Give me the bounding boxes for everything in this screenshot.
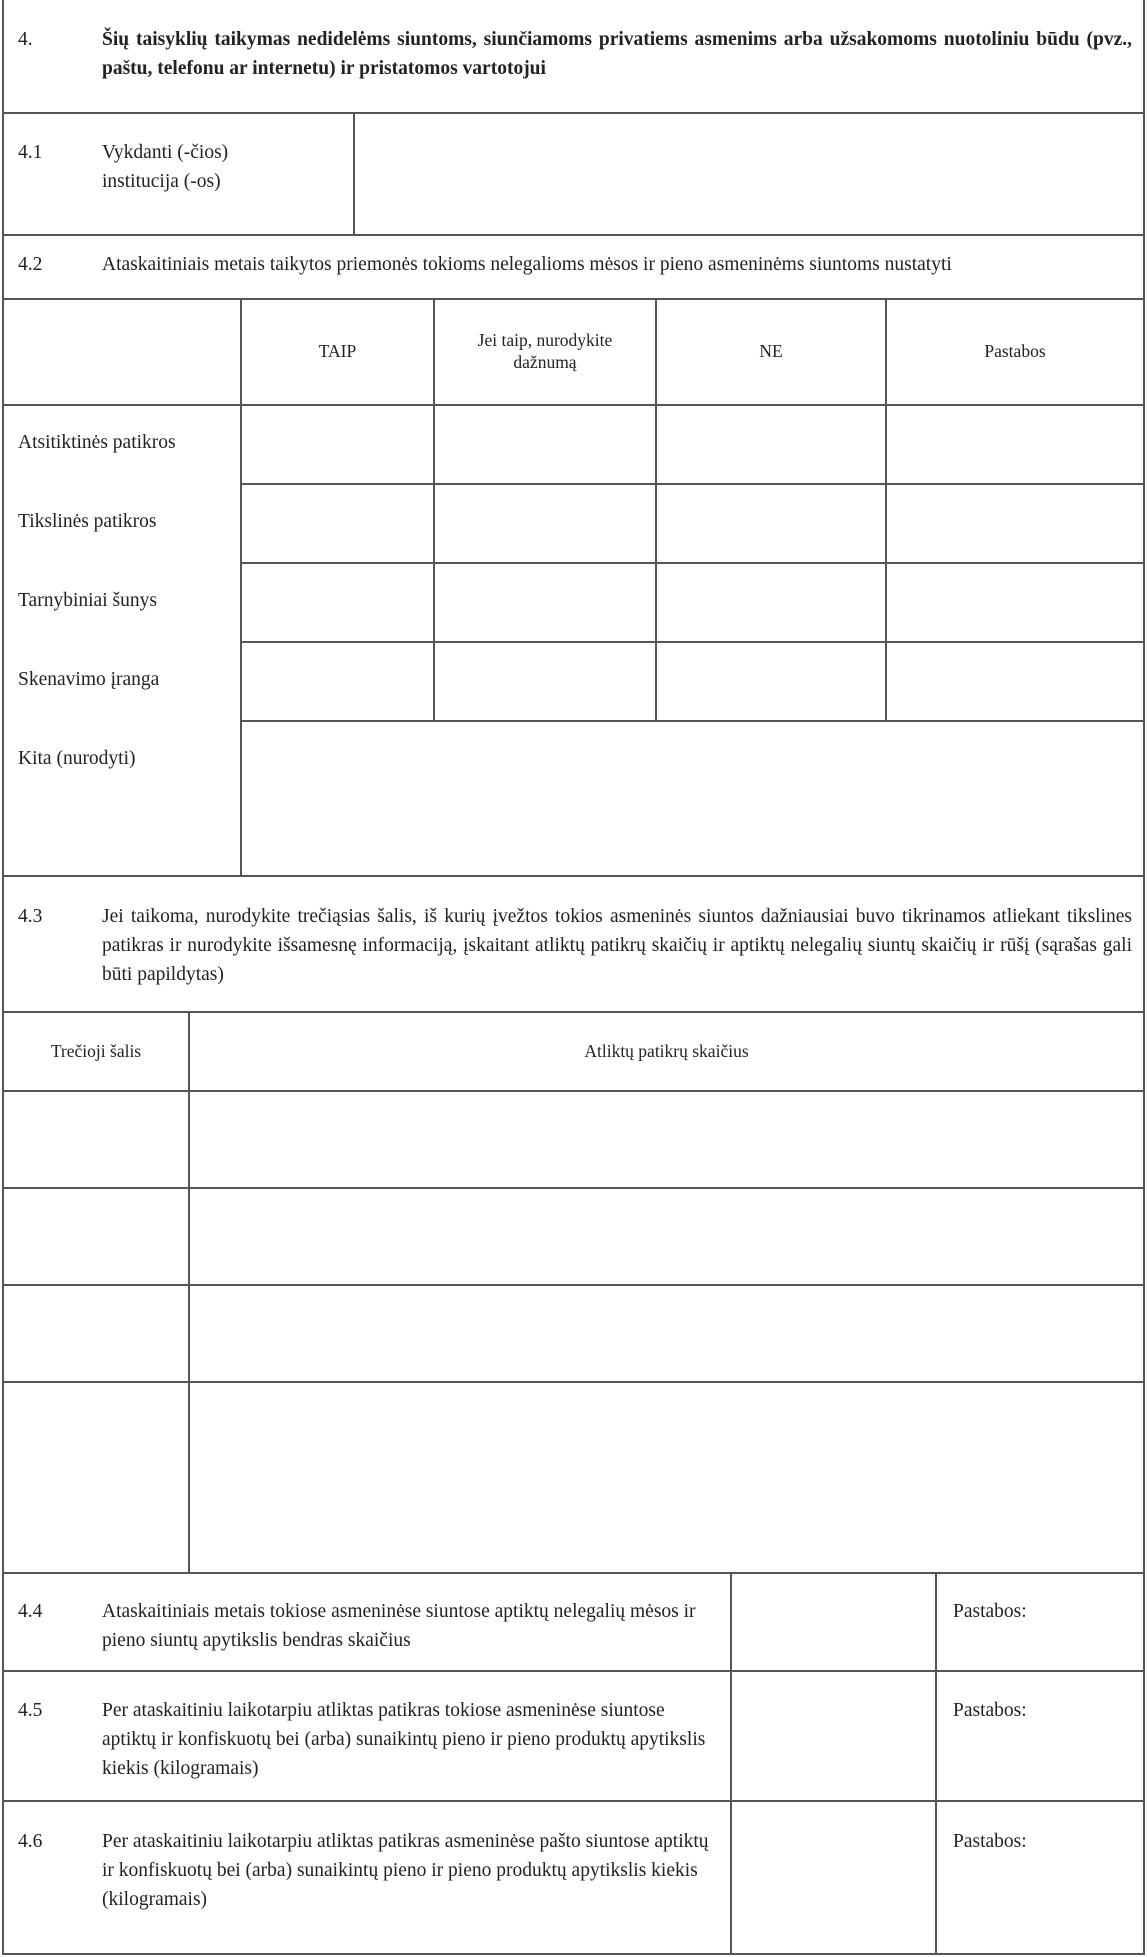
header-taip: TAIP [318, 341, 357, 361]
checks-cell-4[interactable] [190, 1383, 1143, 1572]
section-4-1-label: Vykdanti (-čios) institucija (-os) [102, 142, 229, 192]
cell-targeted-notes[interactable] [887, 485, 1143, 562]
cell-random-taip[interactable] [242, 406, 433, 483]
cell-random-frequency[interactable] [435, 406, 655, 483]
section-4-5-number: 4.5 [18, 1700, 43, 1721]
section-4-6-value-cell[interactable] [732, 1802, 935, 1953]
cell-random-ne[interactable] [657, 406, 885, 483]
cell-random-notes[interactable] [887, 406, 1143, 483]
row-label-service-dogs: Tarnybiniai šunys [18, 590, 157, 611]
cell-other[interactable] [242, 722, 1143, 875]
section-4-3-number: 4.3 [18, 906, 43, 927]
row-label-targeted-checks: Tikslinės patikros [18, 511, 157, 532]
section-4-2-label: Ataskaitiniais metais taikytos priemonės tokioms nelegalioms mėsos ir pieno asmeninėms siuntoms nustatyti [102, 254, 952, 275]
section-4-4-notes-label: Pastabos: [953, 1601, 1027, 1622]
checks-cell-1[interactable] [190, 1092, 1143, 1187]
cell-scanning-taip[interactable] [242, 643, 433, 720]
checks-cell-2[interactable] [190, 1189, 1143, 1284]
country-cell-4[interactable] [4, 1383, 188, 1572]
row-label-random-checks: Atsitiktinės patikros [18, 432, 176, 453]
section-4-4-label: Ataskaitiniais metais tokiose asmeninėse siuntose aptiktų nelegalių mėsos ir pieno siuntų apytikslis bendras skaičius [102, 1601, 696, 1651]
header-frequency: Jei taip, nurodykite dažnumą [477, 330, 613, 372]
cell-dogs-frequency[interactable] [435, 564, 655, 641]
checks-cell-3[interactable] [190, 1286, 1143, 1381]
cell-scanning-ne[interactable] [657, 643, 885, 720]
header-third-country: Trečioji šalis [50, 1041, 142, 1061]
cell-scanning-frequency[interactable] [435, 643, 655, 720]
cell-targeted-taip[interactable] [242, 485, 433, 562]
section-4-4-number: 4.4 [18, 1601, 43, 1622]
row-label-scanning-equipment: Skenavimo įranga [18, 669, 160, 690]
section-4-6-notes-label: Pastabos: [953, 1831, 1027, 1852]
section-4-number: 4. [18, 29, 33, 50]
row-label-other: Kita (nurodyti) [18, 748, 136, 769]
header-ne: NE [759, 341, 783, 361]
section-4-6-number: 4.6 [18, 1831, 43, 1852]
section-4-1-number: 4.1 [18, 142, 43, 163]
country-cell-3[interactable] [4, 1286, 188, 1381]
section-4-4-value-cell[interactable] [732, 1574, 935, 1670]
cell-dogs-notes[interactable] [887, 564, 1143, 641]
header-number-of-checks: Atliktų patikrų skaičius [584, 1041, 749, 1061]
country-cell-2[interactable] [4, 1189, 188, 1284]
country-cell-1[interactable] [4, 1092, 188, 1187]
cell-targeted-ne[interactable] [657, 485, 885, 562]
section-4-3-label: Jei taikoma, nurodykite trečiąsias šalis, iš kurių įvežtos tokios asmeninės siuntos dažniausiai buvo tikrinamos atliekant tikslines patikras ir nurodykite išsamesnę informaciją, įskaitant atliktų patikrų skaičių ir aptiktų nelegalių siuntų skaičių ir rūšį (sąrašas gali būti papildytas) [102, 906, 1132, 985]
section-4-5-label: Per ataskaitiniu laikotarpiu atliktas patikras tokiose asmeninėse siuntose aptiktų ir konfiskuotų bei (arba) sunaikintų pieno ir pieno produktų apytikslis kiekis (kilogramais) [102, 1700, 706, 1779]
section-4-title: Šių taisyklių taikymas nedidelėms siuntoms, siunčiamoms privatiems asmenims arba užsakomoms nuotoliniu būdu (pvz., paštu, telefonu ar internetu) ir pristatomos vartotojui [102, 29, 1132, 79]
section-4-5-value-cell[interactable] [732, 1672, 935, 1800]
header-pastabos: Pastabos [984, 341, 1046, 361]
section-4-2-number: 4.2 [18, 254, 43, 275]
cell-dogs-ne[interactable] [657, 564, 885, 641]
section-4-1-answer-cell[interactable] [355, 114, 1143, 234]
cell-dogs-taip[interactable] [242, 564, 433, 641]
cell-scanning-notes[interactable] [887, 643, 1143, 720]
cell-targeted-frequency[interactable] [435, 485, 655, 562]
section-4-6-label: Per ataskaitiniu laikotarpiu atliktas patikras asmeninėse pašto siuntose aptiktų ir konfiskuotų bei (arba) sunaikintų pieno ir pieno produktų apytikslis kiekis (kilogramais) [102, 1831, 709, 1910]
section-4-5-notes-label: Pastabos: [953, 1700, 1027, 1721]
